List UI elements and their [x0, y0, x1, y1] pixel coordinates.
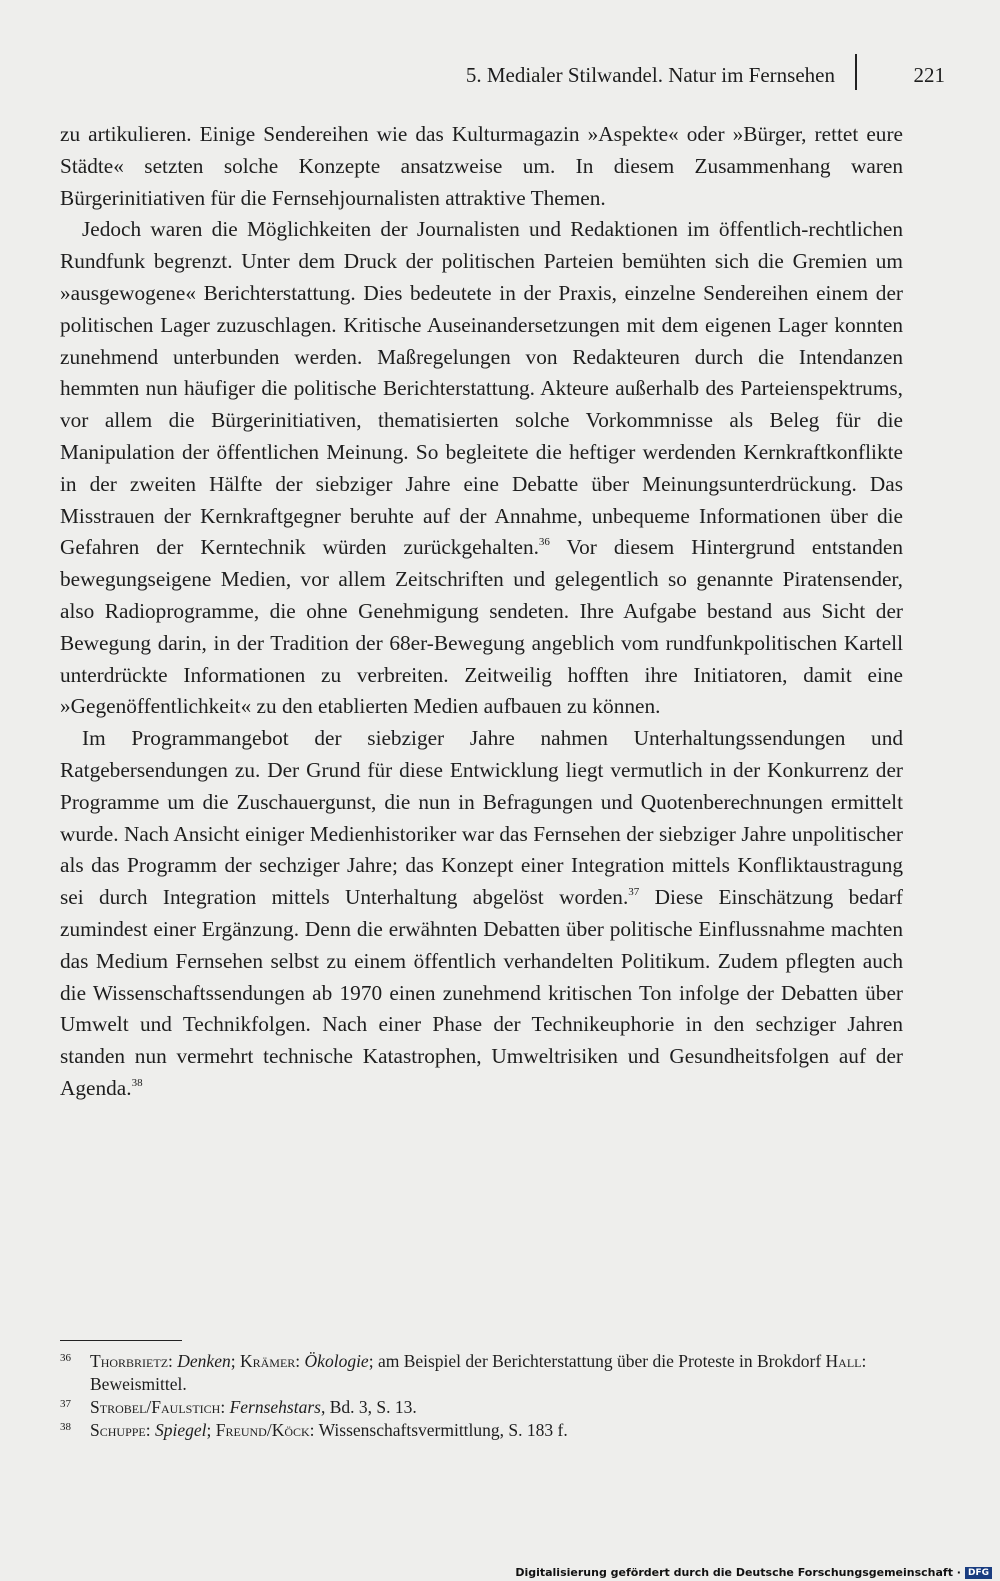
running-head-title: 5. Medialer Stilwandel. Natur im Fernsehen — [465, 63, 835, 87]
footnote-work: Denken — [177, 1351, 231, 1371]
footnote-text: , Bd. 3, S. 13. — [320, 1397, 417, 1417]
footnote-37: 37 Strobel/Faulstich: Fernsehstars, Bd. 3, S. 13. — [60, 1397, 417, 1417]
footnote-number: 38 — [60, 1421, 71, 1433]
footnote-work: Fernsehstars — [229, 1397, 321, 1417]
paragraph-2-text-a: Jedoch waren die Möglichkeiten der Journalisten und Redaktionen im öffentlich-rechtlichen Rundfunk begrenzt. Unter dem Druck der politischen Parteien bemühten sich die Gremien um »ausgewogene« Berichterstattung. Dies bedeutete in der Praxis, einzelne Sendereihen einem der politischen Lager zuzuschlagen. Kritische Auseinandersetzungen mit dem eigenen Lager konnten zunehmend unterbunden werden. Maßregelungen von Redakteuren durch die Intendanzen hemmten nun häufiger die politische Berichterstattung. Akteure außerhalb des Parteienspektrums, vor allem die Bürgerinitiativen, thematisierten solche Vorkommnisse als Beleg für die Manipulation der öffentlichen Meinung. So begleitete die heftiger werdenden Kernkraftkonflikte in der zweiten Hälfte der siebziger Jahre eine Debatte über Meinungsunterdrückung. Das Misstrauen der Kernkraftgegner beruhte auf der Annahme, unbequeme Informationen über die Gefahren der Kerntechnik würden zurückgehalten. — [60, 217, 903, 560]
paragraph-3 — [60, 723, 903, 1105]
footnote-ref-37: 37 — [628, 886, 640, 899]
paragraph-2 — [60, 214, 903, 723]
digitization-credit-text: Digitalisierung gefördert durch die Deutsche Forschungsgemeinschaft · — [515, 1566, 961, 1579]
footnote-work: Spiegel — [155, 1420, 207, 1440]
paragraph-1-text: zu artikulieren. Einige Sendereihen wie das Kulturmagazin »Aspekte« oder »Bürger, rettet eure Städte« setzten solche Konzepte ansatzweise um. In diesem Zusammenhang waren Bürgerinitiativen für die Fernsehjournalisten attraktive Themen. — [60, 122, 903, 210]
footnote-author: Schuppe — [90, 1420, 146, 1440]
footnote-author: Hall — [825, 1351, 862, 1371]
footnote-author: Krämer — [239, 1351, 296, 1371]
footnotes — [60, 1350, 903, 1442]
paragraph-3-text-a: Im Programmangebot der siebziger Jahre nahmen Unterhaltungssendungen und Ratgebersendungen zu. Der Grund für diese Entwicklung liegt vermutlich in der Konkurrenz der Programme um die Zuschauergunst, die nun in Befragungen und Quotenberechnungen ermittelt wurde. Nach Ansicht einiger Medienhistoriker war das Fernsehen der siebziger Jahre unpolitischer als das Programm der sechziger Jahre; das Konzept einer Integration mittels Konfliktaustragung sei durch Integration mittels Unterhaltung abgelöst worden. — [60, 726, 903, 910]
footnote-work: Ökologie — [304, 1351, 369, 1371]
footnote-ref-36: 36 — [538, 536, 550, 549]
dfg-logo-icon: DFG — [965, 1567, 992, 1579]
footnote-38: 38 Schuppe: Spiegel; Freund/Köck: Wissenschaftsvermittlung, S. 183 f. — [60, 1420, 568, 1440]
page-number: 221 — [913, 63, 945, 87]
digitization-credit — [515, 1566, 992, 1579]
running-head — [60, 60, 945, 90]
footnote-author: Strobel/Faulstich — [90, 1397, 221, 1417]
footnote-separator — [60, 1340, 182, 1341]
footnote-number: 37 — [60, 1398, 71, 1410]
footnote-text: ; am Beispiel der Berichterstattung über die Proteste in Brokdorf — [368, 1351, 826, 1371]
footnote-text: : Wissenschaftsvermittlung, S. 183 f. — [309, 1420, 568, 1440]
footnote-author: Thorbrietz — [90, 1351, 169, 1371]
footnote-ref-38: 38 — [131, 1076, 143, 1089]
paragraph-3-text-b: Diese Einschätzung bedarf zumindest einer Ergänzung. Denn die erwähnten Debatten über politische Einflussnahme machten das Medium Fernsehen selbst zu einem öffentlich verhandelten Politikum. Zudem pflegten auch die Wissenschaftssendungen ab 1970 einen zunehmend kritischen Ton infolge der Debatten über Umwelt und Technikfolgen. Nach einer Phase der Technikeuphorie in den sechziger Jahren standen nun vermehrt technische Katastrophen, Umweltrisiken und Gesundheitsfolgen auf der Agenda. — [60, 885, 903, 1100]
running-head-divider — [855, 54, 857, 90]
footnote-36: 36 Thorbrietz: Denken; Krämer: Ökologie; am Beispiel der Berichterstattung über die Proteste in Brokdorf Hall: Beweismittel. — [60, 1351, 867, 1394]
footnote-number: 36 — [60, 1352, 71, 1364]
paragraph-2-text-b: Vor diesem Hintergrund entstanden bewegungseigene Medien, vor allem Zeitschriften und gelegentlich so genannte Piratensender, also Radioprogramme, die ohne Genehmigung sendeten. Ihre Aufgabe bestand aus Sicht der Bewegung darin, in der Tradition der 68er-Bewegung angeblich vom rundfunkpolitischen Kartell unterdrückte Informationen zu verbreiten. Zeitweilig hofften ihre Initiatoren, damit eine »Gegenöffentlichkeit« zu den etablierten Medien aufbauen zu können. — [60, 535, 903, 719]
footnote-author: Freund/Köck — [215, 1420, 310, 1440]
body-text — [60, 119, 903, 1105]
footnote-text: : Beweismittel. — [90, 1351, 867, 1394]
paragraph-1 — [60, 119, 903, 214]
